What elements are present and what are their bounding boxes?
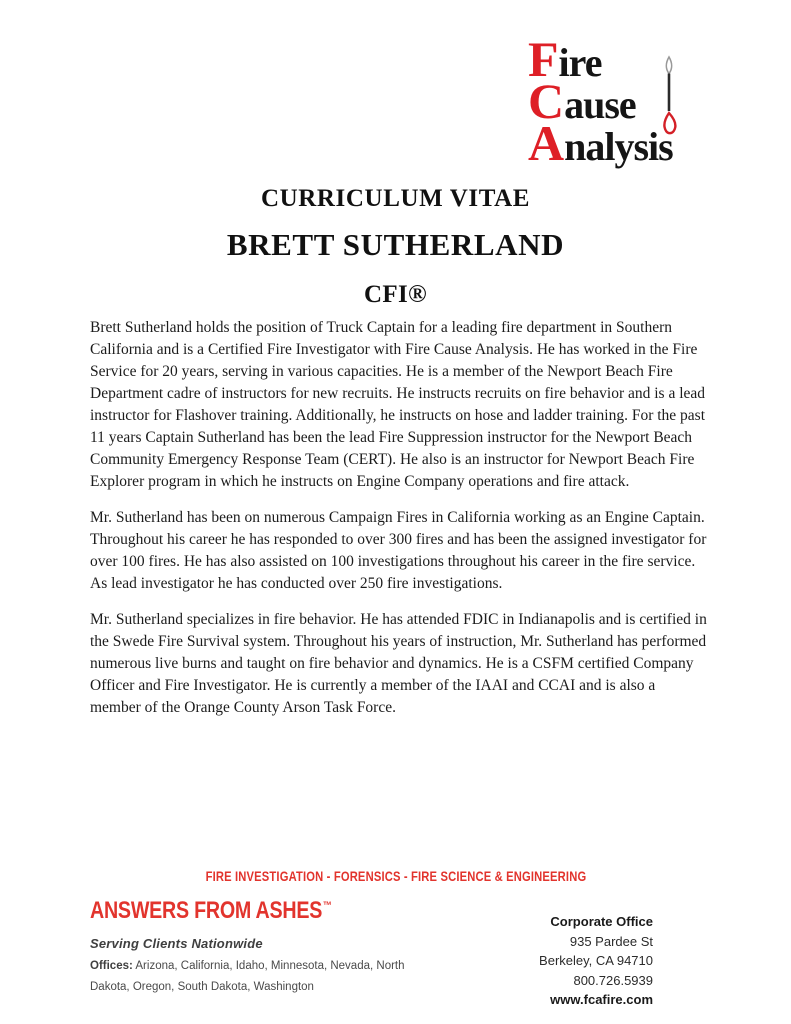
person-name-title: BRETT SUTHERLAND (226, 227, 565, 262)
paragraph-investigation-experience: Mr. Sutherland has been on numerous Campaign Fires in California working as an Engine Captain. Throughout his career he has responded to over 300 fires and has been the assigned investigator for over 100 fires. He has also assisted on 100 investigations throughout his career in the fire service. As lead investigator he has conducted over 250 fire investigations. (90, 509, 707, 592)
logo-line-analysis (528, 115, 728, 171)
logo-line-fire (528, 31, 728, 87)
logo-initial-a: A (528, 115, 565, 171)
credential-title: CFI® (364, 281, 427, 308)
corporate-website: www.fcafire.com (550, 992, 653, 1007)
logo-rest-nalysis: nalysis (564, 124, 673, 169)
offices-label: Offices: (90, 960, 133, 972)
slogan (90, 897, 385, 925)
corporate-office-block (539, 912, 653, 1010)
fire-cause-analysis-logo (528, 31, 728, 171)
corporate-phone: 800.726.5939 (573, 972, 653, 988)
services-tagline (0, 868, 791, 884)
logo-rest-ause: ause (564, 82, 636, 127)
paragraph-specialization: Mr. Sutherland specializes in fire behavior. He has attended FDIC in Indianapolis and is certified in the Swede Fire Survival system. Throughout his years of instruction, Mr. Sutherland has performed numerous live burns and taught on fire behavior and dynamics. He is a CSFM certified Company Officer and Fire Investigator. He is currently a member of the IAAI and CCAI and is also a member of the Orange County Arson Task Force. (90, 611, 707, 716)
offices-states: Arizona, California, Idaho, Minnesota, Nevada, North Dakota, Oregon, South Dakota, Washington (90, 960, 405, 993)
logo-line-cause (528, 73, 728, 129)
cv-body (90, 317, 708, 733)
logo-rest-ire: ire (558, 40, 602, 85)
slogan-text: ANSWERS FROM ASHES (90, 897, 323, 924)
paragraph-career-overview: Brett Sutherland holds the position of Truck Captain for a leading fire department in Southern California and is a Certified Fire Investigator with Fire Cause Analysis. He has worked in the Fire Service for 20 years, serving in various capacities. He is a member of the Newport Beach Fire Department cadre of instructors for new recruits. He instructs recruits on fire behavior and is a lead instructor for Flashover training. Additionally, he instructs on hose and ladder training. For the past 11 years Captain Sutherland has been the lead Fire Suppression instructor for the Newport Beach Community Emergency Response Team (CERT). He also is an instructor for Newport Beach Fire Explorer program in which he instructs on Engine Company operations and fire attack. (90, 319, 706, 490)
corporate-office-title: Corporate Office (550, 914, 653, 929)
hanging-match-icon (654, 54, 684, 142)
logo-initial-c: C (528, 73, 565, 129)
corporate-street: 935 Pardee St (569, 933, 653, 949)
serving-clients-text: Serving Clients Nationwide (90, 936, 263, 951)
document-type-title: CURRICULUM VITAE (260, 185, 531, 212)
trademark-symbol: ™ (322, 900, 332, 912)
logo-initial-f: F (528, 31, 559, 87)
offices-list (90, 956, 428, 998)
corporate-city-state-zip: Berkeley, CA 94710 (539, 953, 653, 968)
services-tagline-text: FIRE INVESTIGATION - FORENSICS - FIRE SCIENCE & ENGINEERING (205, 868, 586, 884)
